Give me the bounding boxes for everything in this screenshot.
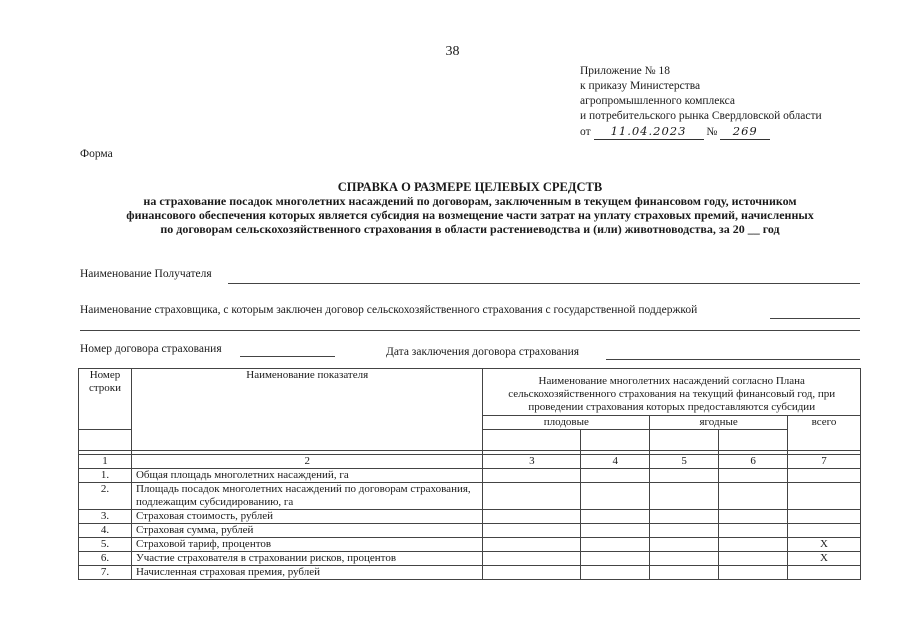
appendix-line-3: агропромышленного комплекса (580, 95, 736, 107)
column-number-1: 1 (79, 455, 132, 469)
appendix-line-4: и потребительского рынка Свердловской области (580, 110, 822, 122)
row-value-cell-col3[interactable] (483, 538, 581, 552)
row-value-cell-col5[interactable] (650, 538, 719, 552)
table-body (79, 469, 861, 580)
document-title (90, 180, 850, 236)
row-value-cell-col4[interactable] (581, 566, 650, 580)
row-value-cell-col5[interactable] (650, 524, 719, 538)
row-value-cell-col4[interactable] (581, 552, 650, 566)
row-number: 7. (79, 566, 132, 580)
table-row (79, 538, 861, 552)
appendix-line-1: Приложение № 18 (580, 65, 670, 77)
insurer-input-line-end[interactable] (770, 318, 860, 319)
recipient-label: Наименование Получателя (80, 268, 212, 280)
row-value-cell-col4[interactable] (581, 469, 650, 483)
row-indicator-name: Страховая стоимость, рублей (131, 510, 482, 524)
row-total-cell[interactable] (788, 469, 861, 483)
row-value-cell-col4[interactable] (581, 483, 650, 510)
column-number-5: 5 (650, 455, 719, 469)
number-prefix: № (706, 126, 718, 138)
row-value-cell-col3[interactable] (483, 566, 581, 580)
row-number: 5. (79, 538, 132, 552)
header-cell-4 (581, 430, 650, 451)
row-value-cell-col6[interactable] (719, 483, 788, 510)
insurer-label: Наименование страховщика, с которым заключен договор сельскохозяйственного страхования с государственной поддержкой (80, 304, 698, 316)
row-total-cell[interactable] (788, 483, 861, 510)
header-indicator: Наименование показателя (131, 369, 482, 451)
header-fruit: плодовые (483, 416, 650, 430)
row-total-cell: Х (788, 552, 861, 566)
row-indicator-name: Общая площадь многолетних насаждений, га (131, 469, 482, 483)
title-line-2: финансового обеспечения которых является субсидия на возмещение части затрат на уплату страховых премий, начисленных (126, 208, 814, 222)
table-row (79, 469, 861, 483)
row-number: 4. (79, 524, 132, 538)
header-row-1 (79, 369, 861, 416)
page-number: 38 (445, 44, 460, 59)
row-total-cell[interactable] (788, 510, 861, 524)
header-berry: ягодные (650, 416, 788, 430)
row-value-cell-col6[interactable] (719, 566, 788, 580)
row-value-cell-col4[interactable] (581, 510, 650, 524)
appendix-date-line (580, 124, 822, 140)
row-value-cell-col5[interactable] (650, 566, 719, 580)
column-number-7: 7 (788, 455, 861, 469)
row-value-cell-col3[interactable] (483, 552, 581, 566)
contract-number-label: Номер договора страхования (80, 343, 222, 355)
column-number-6: 6 (719, 455, 788, 469)
row-total-cell[interactable] (788, 524, 861, 538)
header-row-number-blank (79, 430, 132, 451)
title-line-1: на страхование посадок многолетних насаждений по договорам, заключенным в текущем финансовом году, источником (143, 194, 797, 208)
row-indicator-name: Страховой тариф, процентов (131, 538, 482, 552)
form-label: Форма (80, 148, 113, 160)
contract-date-input-line[interactable] (606, 359, 860, 360)
row-indicator-name: Начисленная страховая премия, рублей (131, 566, 482, 580)
data-table (78, 368, 861, 580)
date-prefix: от (580, 126, 591, 138)
row-number: 3. (79, 510, 132, 524)
header-cell-3 (483, 430, 581, 451)
row-total-cell[interactable] (788, 566, 861, 580)
row-value-cell-col3[interactable] (483, 524, 581, 538)
row-indicator-name: Страховая сумма, рублей (131, 524, 482, 538)
table-row (79, 524, 861, 538)
appendix-block (580, 64, 822, 140)
title-main: СПРАВКА О РАЗМЕРЕ ЦЕЛЕВЫХ СРЕДСТВ (337, 180, 603, 194)
order-number: 269 (720, 124, 770, 140)
row-value-cell-col3[interactable] (483, 483, 581, 510)
row-value-cell-col6[interactable] (719, 469, 788, 483)
row-value-cell-col5[interactable] (650, 510, 719, 524)
row-value-cell-col3[interactable] (483, 510, 581, 524)
column-number-2: 2 (131, 455, 482, 469)
column-number-3: 3 (483, 455, 581, 469)
row-value-cell-col5[interactable] (650, 483, 719, 510)
row-value-cell-col6[interactable] (719, 510, 788, 524)
row-number: 2. (79, 483, 132, 510)
header-cell-5 (650, 430, 719, 451)
title-line-3: по договорам сельскохозяйственного страхования в области растениеводства и (или) животноводства, за 20 __ год (160, 222, 780, 236)
table-row (79, 510, 861, 524)
column-number-4: 4 (581, 455, 650, 469)
contract-date-label: Дата заключения договора страхования (386, 346, 580, 358)
row-value-cell-col6[interactable] (719, 524, 788, 538)
header-row-number: Номер строки (79, 369, 132, 430)
table-row (79, 552, 861, 566)
row-value-cell-col4[interactable] (581, 538, 650, 552)
row-value-cell-col6[interactable] (719, 552, 788, 566)
contract-number-input-line[interactable] (240, 356, 335, 357)
header-plantings: Наименование многолетних насаждений согласно Плана сельскохозяйственного страхования на текущий финансовый год, при проведении страхования которых предоставляются субсидии (483, 369, 861, 416)
row-value-cell-col4[interactable] (581, 524, 650, 538)
appendix-line-2: к приказу Министерства (580, 80, 701, 92)
row-value-cell-col6[interactable] (719, 538, 788, 552)
row-value-cell-col5[interactable] (650, 469, 719, 483)
order-date: 11.04.2023 (594, 124, 704, 140)
column-number-row (79, 455, 861, 469)
row-total-cell: Х (788, 538, 861, 552)
row-indicator-name: Участие страхователя в страховании рисков, процентов (131, 552, 482, 566)
insurer-input-line[interactable] (80, 330, 860, 331)
row-value-cell-col3[interactable] (483, 469, 581, 483)
recipient-input-line[interactable] (228, 283, 860, 284)
header-cell-6 (719, 430, 788, 451)
header-total: всего (788, 416, 861, 451)
row-number: 6. (79, 552, 132, 566)
table-row (79, 566, 861, 580)
table-row (79, 483, 861, 510)
row-indicator-name: Площадь посадок многолетних насаждений по договорам страхования, подлежащим субсидированию, га (131, 483, 482, 510)
row-number: 1. (79, 469, 132, 483)
row-value-cell-col5[interactable] (650, 552, 719, 566)
